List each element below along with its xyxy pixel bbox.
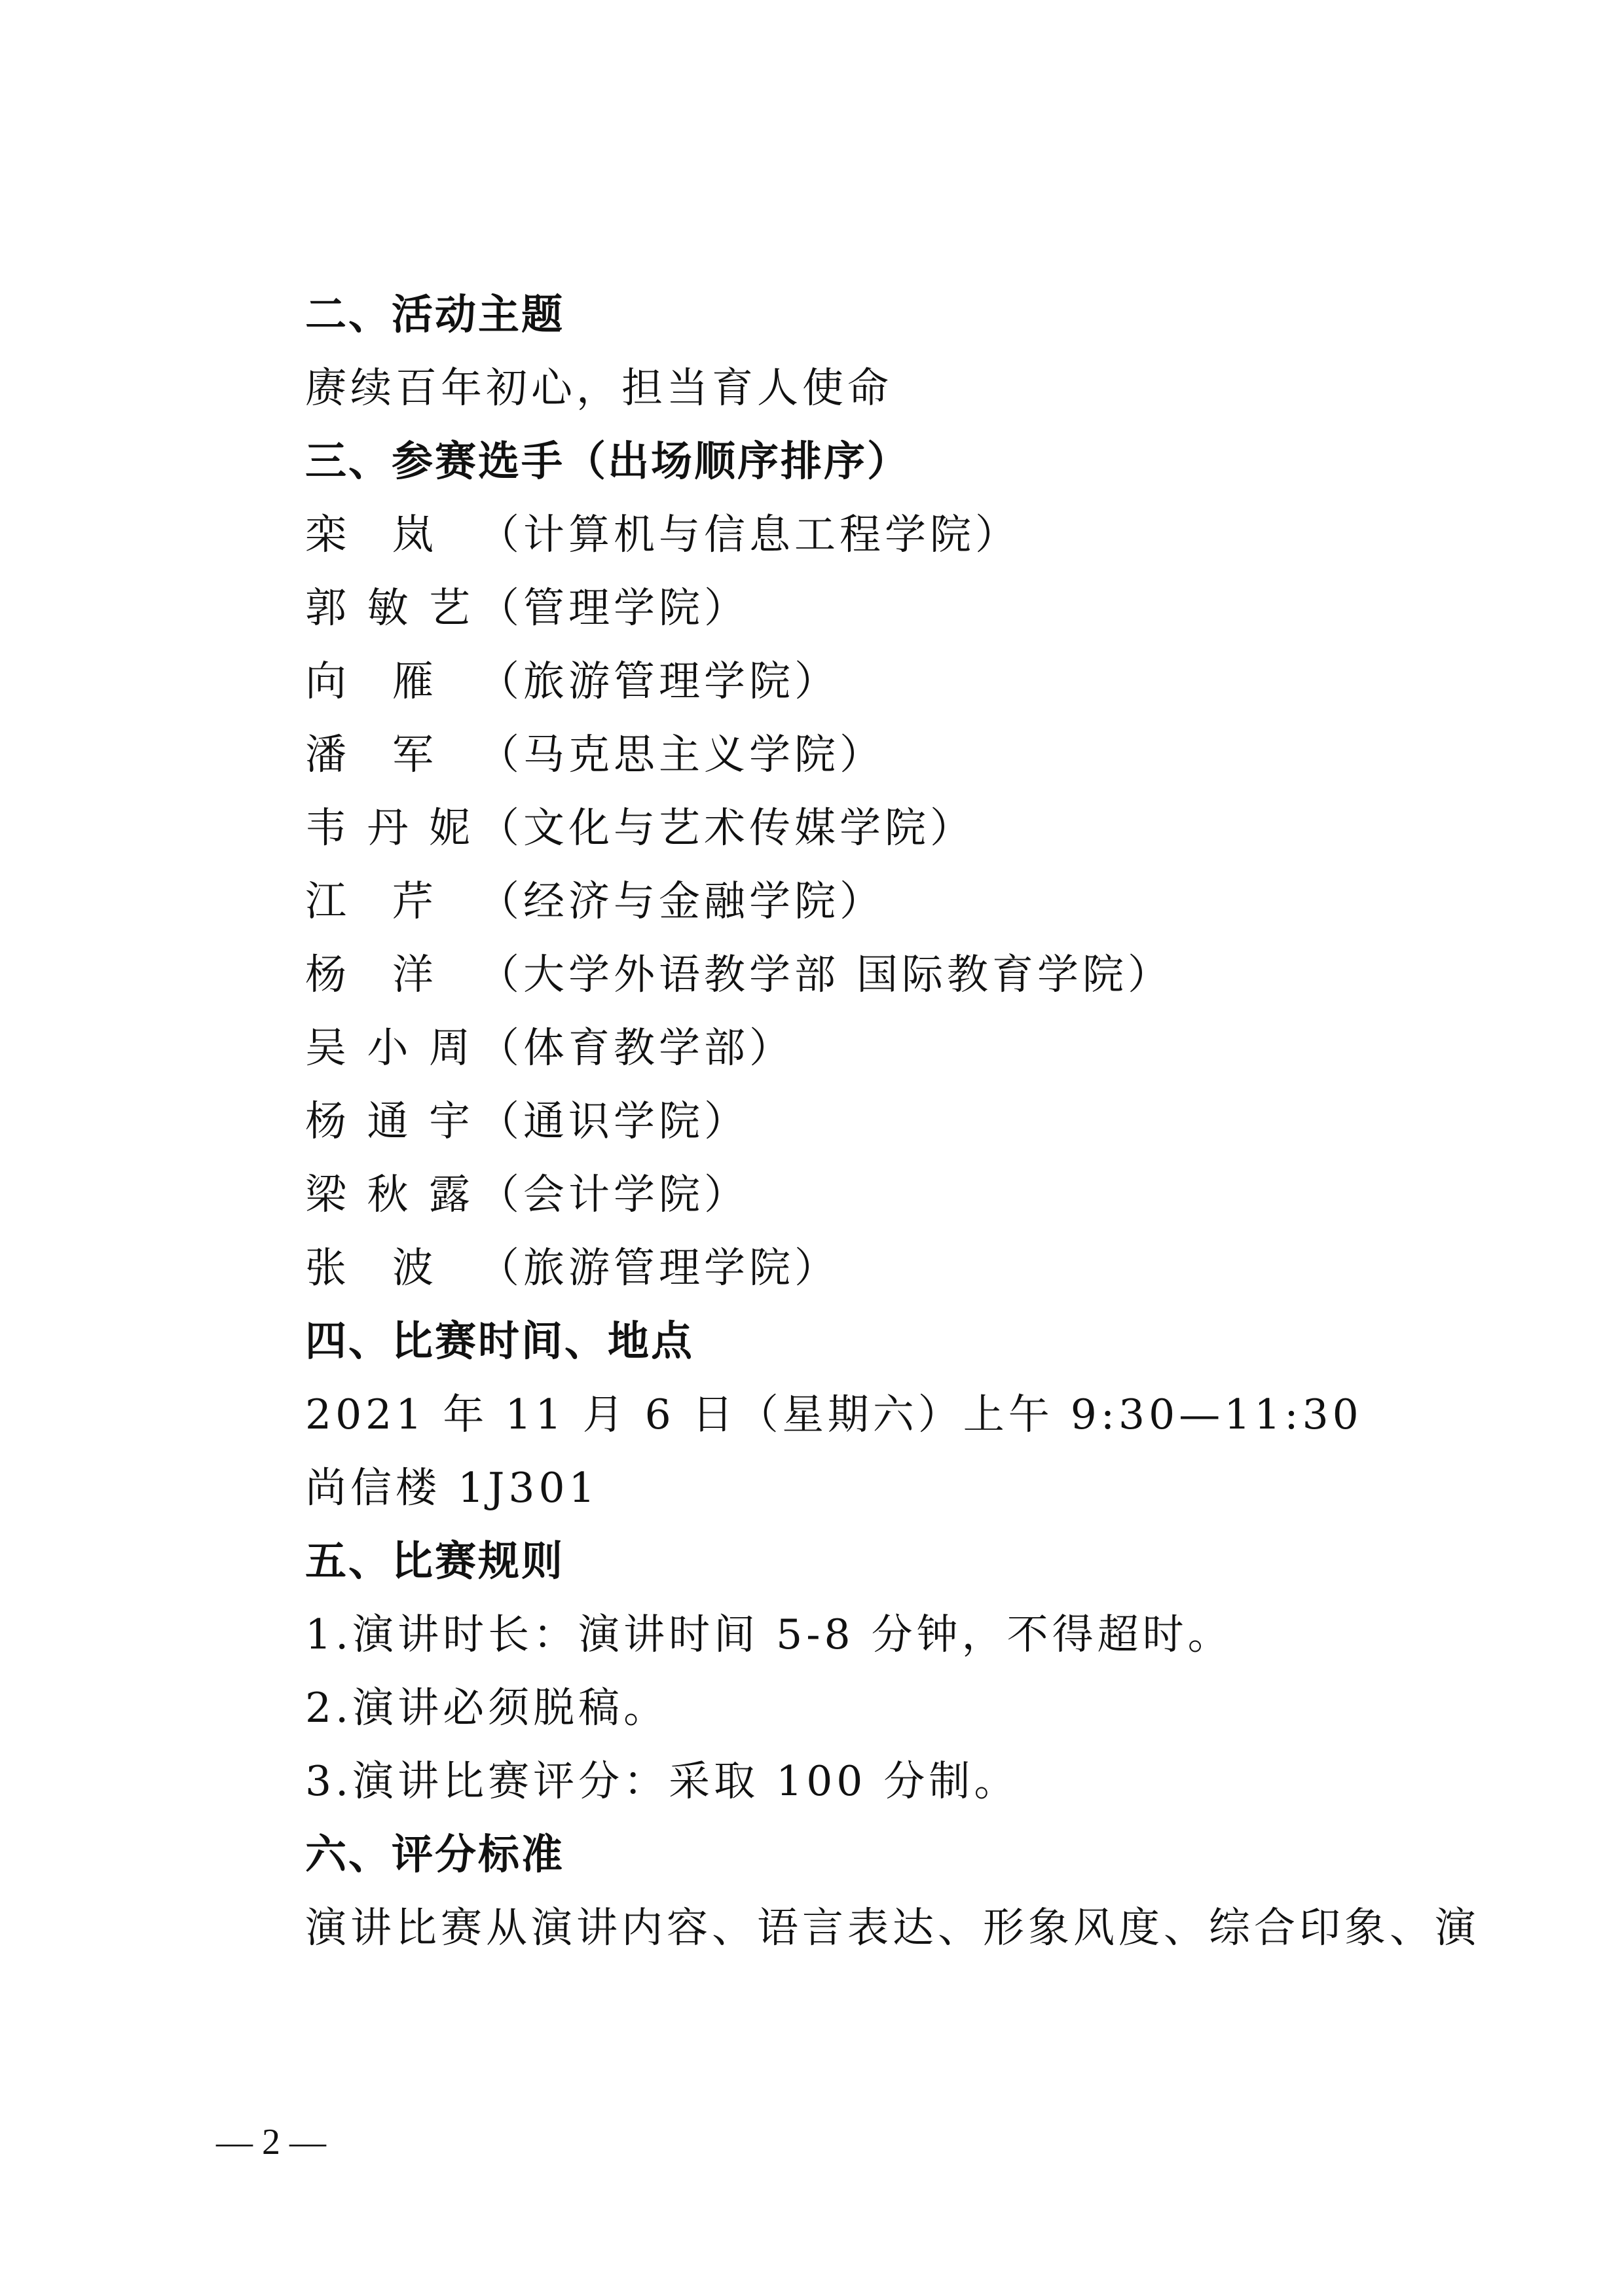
event-place: 尚信楼 1J301 — [305, 1464, 599, 1512]
participant-name: 郭 敏 艺 — [305, 584, 470, 632]
participant-item — [305, 1011, 1458, 1085]
participant-name: 江 芹 — [305, 877, 434, 925]
participant-unit: （马克思主义学院） — [478, 731, 885, 778]
participant-item — [305, 938, 1458, 1011]
document-body — [305, 278, 1480, 1965]
participant-name: 吴 小 周 — [305, 1024, 470, 1072]
participant-unit: （管理学院） — [478, 584, 749, 632]
participant-unit: （文化与艺术传媒学院） — [478, 804, 975, 852]
section-heading-criteria: 六、评分标准 — [305, 1831, 564, 1878]
participant-name: 向 雁 — [305, 657, 434, 705]
rule-item: 3.演讲比赛评分：采取 100 分制。 — [305, 1757, 1020, 1805]
participant-item — [305, 865, 1458, 938]
criteria-text: 演讲比赛从演讲内容、语言表达、形象风度、综合印象、演 — [305, 1904, 1480, 1952]
section-heading-theme: 二、活动主题 — [305, 291, 564, 338]
participant-item — [305, 572, 1458, 645]
rule-item: 2.演讲必须脱稿。 — [305, 1684, 669, 1732]
participant-unit: （大学外语教学部 国际教育学院） — [478, 951, 1173, 998]
participant-name: 潘 军 — [305, 731, 434, 778]
participant-name: 张 波 — [305, 1244, 434, 1292]
participant-name: 韦 丹 妮 — [305, 804, 470, 852]
participant-name: 杨 通 宇 — [305, 1097, 470, 1145]
participant-item — [305, 498, 1458, 572]
participant-unit: （体育教学部） — [478, 1024, 794, 1072]
participant-unit: （旅游管理学院） — [478, 657, 840, 705]
rule-item: 1.演讲时长：演讲时间 5-8 分钟，不得超时。 — [305, 1611, 1233, 1658]
page-number: — 2 — — [216, 2122, 326, 2162]
section-heading-rules: 五、比赛规则 — [305, 1537, 564, 1585]
participant-unit: （通识学院） — [478, 1097, 749, 1145]
participant-name: 杨 洋 — [305, 951, 434, 998]
participant-unit: （旅游管理学院） — [478, 1244, 840, 1292]
participant-item — [305, 718, 1458, 792]
participant-item — [305, 1158, 1458, 1231]
event-time: 2021 年 11 月 6 日（星期六）上午 9:30—11:30 — [305, 1391, 1363, 1438]
section-heading-participants: 三、参赛选手（出场顺序排序） — [305, 437, 910, 485]
participant-unit: （经济与金融学院） — [478, 877, 885, 925]
participant-unit: （计算机与信息工程学院） — [478, 511, 1020, 558]
section-heading-time-place: 四、比赛时间、地点 — [305, 1317, 694, 1365]
participant-item — [305, 645, 1458, 718]
participant-unit: （会计学院） — [478, 1171, 749, 1218]
theme-text: 赓续百年初心，担当育人使命 — [305, 364, 893, 412]
participant-item — [305, 1231, 1458, 1305]
participant-list — [305, 498, 1458, 1305]
participant-name: 梁 秋 露 — [305, 1171, 470, 1218]
participant-name: 栾 岚 — [305, 511, 434, 558]
participant-item — [305, 1085, 1458, 1158]
participant-item — [305, 792, 1458, 865]
